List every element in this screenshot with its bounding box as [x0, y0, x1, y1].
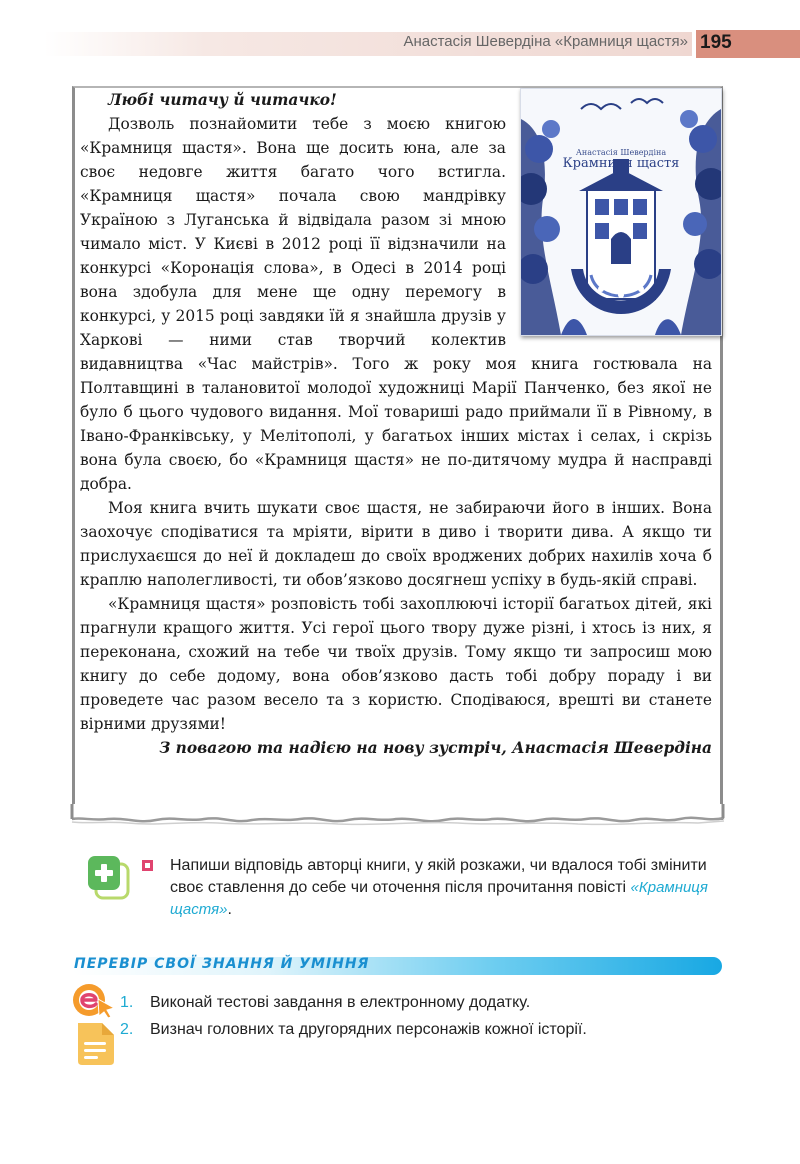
question-text: Виконай тестові завдання в електронному додатку. — [150, 994, 531, 1011]
plus-tablet-icon — [86, 854, 130, 900]
question-item-1 — [120, 994, 530, 1012]
torn-paper-edge — [68, 804, 728, 830]
cover-author: Анастасія Шевердіна — [575, 148, 667, 157]
task-book-link: «Крамниця щастя» — [170, 879, 708, 918]
running-header-title: Анастасія Шевердіна «Крамниця щастя» — [403, 33, 688, 50]
letter-paragraph-3: «Крамниця щастя» розповість тобі захоплюючі історії багатьох дітей, які прагнули кращого життя. Усі герої цього твору дуже різні, і хтось із них, я переконана, схожий на тебе чи твоїх друзів. Тому якщо ти запросиш мою книгу до себе додому, вона обов’язково дасть тобі добру пораду і ви проведете час разом весело та з користю. Сподіваюся, врешті ви станете вірними друзями! — [80, 595, 712, 733]
question-item-2 — [120, 1021, 587, 1039]
question-number: 2. — [120, 1021, 134, 1038]
task-text-end: . — [227, 901, 232, 918]
question-number: 1. — [120, 994, 134, 1011]
section-title: ПЕРЕВІР СВОЇ ЗНАННЯ Й УМІННЯ — [74, 956, 370, 972]
letter-paragraph-1: Дозволь познайомити тебе з моєю книгою «Крамниця щастя». Вона ще досить юна, але за своє недовге життя багато чого встигла. «Крамниця щастя» почала свою мандрівку Україною з Луганська й відвідала разом зі мною чимало міст. У Києві в 2012 році її відзначили на конкурсі «Коронація слова», в Одесі в 2014 році вона здобула для мене ще одну перемогу в конкурсі, у 2015 році завдяки їй я знайшла друзів у Харкові — ними став творчий колектив видавництва «Час майстрів». Того ж року моя книга гостювала на Полтавщині в талановитої молодої художниці Марії Панченко, без якої не було б цього чудового видання. Мої товариші радо приймали її в Рівному, в Івано-Франківську, у Мелітополі, у багатьох інших містах і селах, і скрізь вона була своєю, бо «Крамниця щастя» не по-дитячому мудра й насправді добра. — [80, 115, 712, 493]
task-bullet — [142, 860, 153, 871]
letter-signature: З повагою та надією на нову зустріч, Анастасія Шевердіна — [159, 739, 712, 757]
task-text-main: Напиши відповідь авторці книги, у якій розкажи, чи вдалося тобі змінити своє ставлення до себе чи оточення після прочитання повісті — [170, 857, 707, 896]
cover-title: Крамниця щастя — [562, 156, 680, 171]
e-cursor-icon — [72, 981, 118, 1019]
task-text — [170, 855, 725, 921]
book-cover-image — [520, 88, 722, 336]
document-icon — [74, 1021, 116, 1067]
question-text: Визнач головних та другорядних персонажів кожної історії. — [150, 1021, 587, 1038]
letter-text — [80, 88, 712, 760]
page-number: 195 — [700, 32, 732, 53]
letter-greeting: Любі читачу й читачко! — [108, 91, 337, 109]
book-cover-illustration — [521, 89, 721, 335]
letter-paragraph-2: Моя книга вчить шукати своє щастя, не забираючи його в інших. Вона заохочує сподіватися та мріяти, вірити в диво і творити дива. А якщо ти прислухаєшся до неї й докладеш до своїх вроджених добрих нахилів хоча б краплю наполегливості, ти обов’язково досягнеш успіху в будь-якій справі. — [80, 499, 712, 589]
